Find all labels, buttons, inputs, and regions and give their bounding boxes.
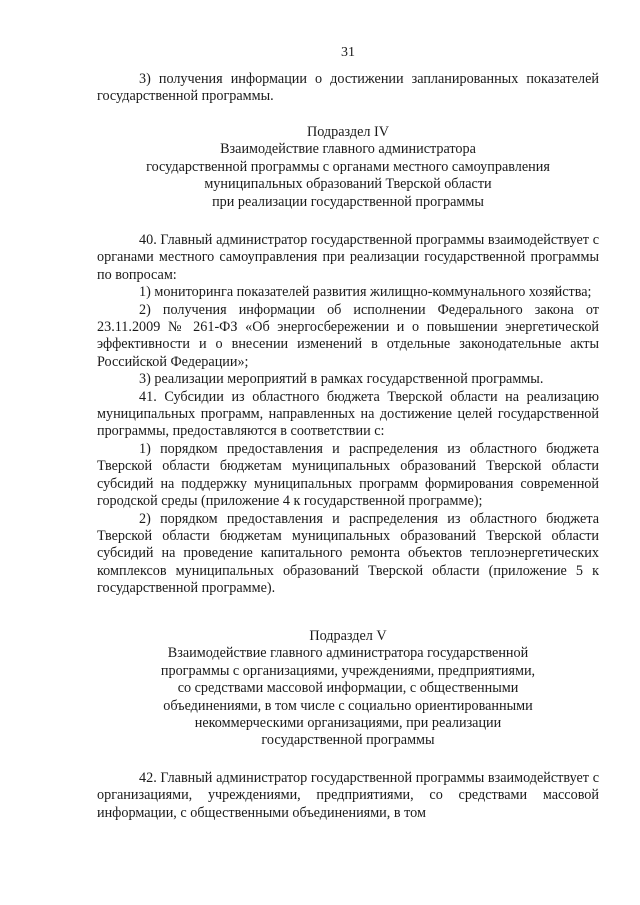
paragraph-41: 41. Субсидии из областного бюджета Тверской области на реализацию муниципальных программ, направленных на достижение целей государственной программы, предоставляются в соответствии с: [97,388,599,440]
subsection-4-label: Подраздел IV [306,124,389,140]
paragraph-42: 42. Главный администратор государственной программы взаимодействует с организациями, учреждениями, предприятиями, со средствами массовой информации, с общественными объединениями, в том [97,770,599,821]
subsection-5-heading [97,628,599,750]
paragraph-41-item-2: 2) порядком предоставления и распределения из областного бюджета Тверской области бюджетам муниципальных образований Тверской области субсидий на проведение капитального ремонта объектов теплоэнергетических комплексов муниципальных образований Тверской области (приложение 5 к государственной программе). [97,510,599,597]
section-40-41-body [97,232,599,598]
subsection-4-title-line: муниципальных образований Тверской области [204,176,492,193]
subsection-4-title-line: Взаимодействие главного администратора [220,141,476,158]
subsection-5-title-line: Взаимодействие главного администратора государственной [167,645,529,662]
subsection-5-label: Подраздел V [309,628,387,644]
paragraph-41-item-1: 1) порядком предоставления и распределения из областного бюджета Тверской области бюджетам муниципальных образований Тверской области субсидий на поддержку муниципальных программ формирования современной городской среды (приложение 4 к государственной программе); [97,440,599,510]
paragraph-40-item-1: 1) мониторинга показателей развития жилищно-коммунального хозяйства; [139,284,592,301]
subsection-5-title-line: объединениями, в том числе с социально ориентированными [163,697,533,714]
paragraph-40-item-3: 3) реализации мероприятий в рамках государственной программы. [139,371,544,388]
intro-list-item: 3) получения информации о достижении запланированных показателей государственной программы. [97,71,599,105]
page-number: 31 [341,45,355,60]
paragraph-40-item-2: 2) получения информации об исполнении Федерального закона от 23.11.2009 № 261-ФЗ «Об энергосбережении и о повышении энергетической эффективности и о внесении изменений в отдельные законодательные акты Российской Федерации»; [97,301,599,370]
subsection-4-title-line: при реализации государственной программы [212,193,484,210]
paragraph-40: 40. Главный администратор государственной программы взаимодействует с органами местного самоуправления при реализации государственной программы по вопросам: [97,232,599,283]
subsection-5-title-line: государственной программы [261,732,435,749]
subsection-4-heading [97,124,599,211]
subsection-5-title-line: некоммерческими организациями, при реализации [194,715,502,732]
subsection-4-title-line: государственной программы с органами местного самоуправления [146,158,550,175]
subsection-5-title-line: со средствами массовой информации, с общественными [177,680,519,697]
subsection-5-title-line: программы с организациями, учреждениями, предприятиями, [160,662,536,679]
